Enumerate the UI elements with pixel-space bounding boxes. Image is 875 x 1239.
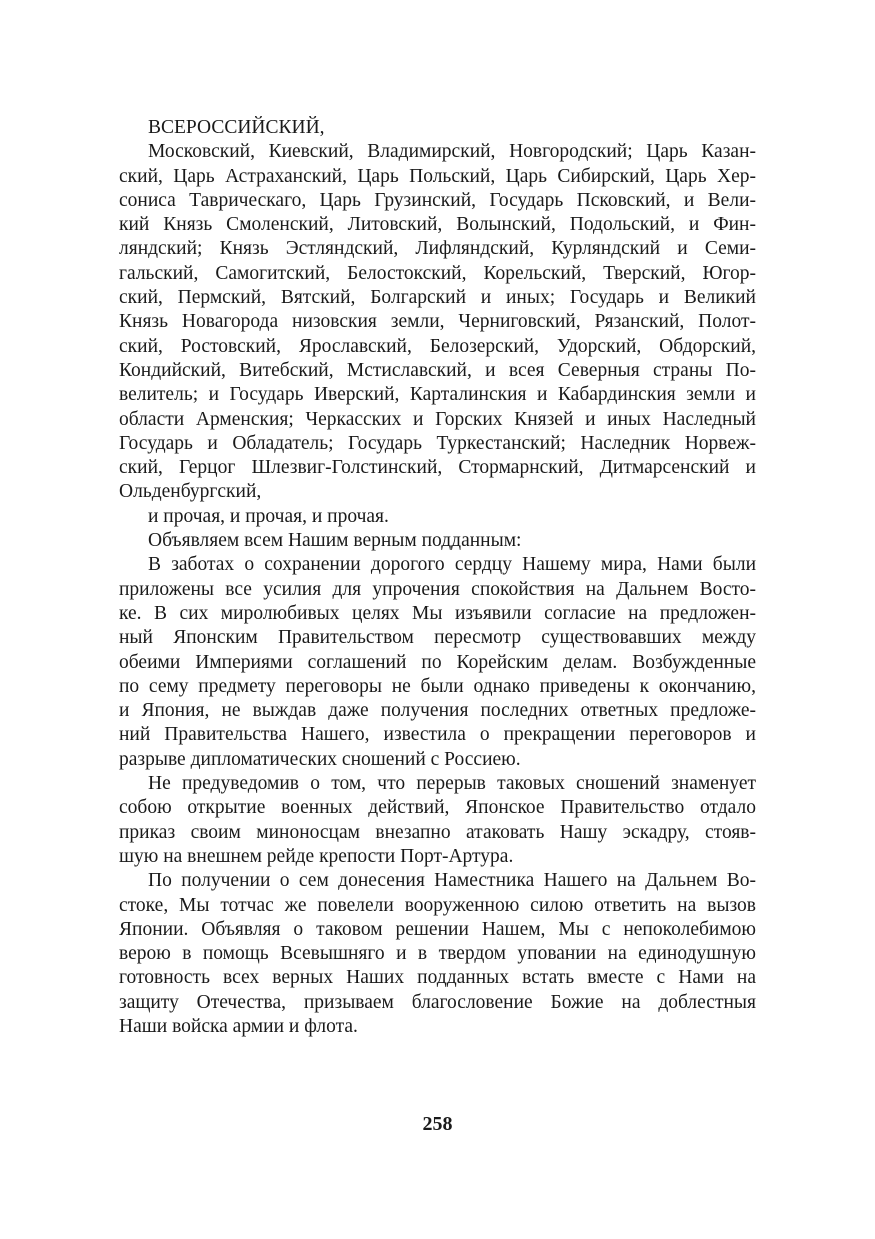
- text-line: приказ своим миноносцам внезапно атаковать Нашу эскадру, стояв-: [119, 821, 756, 843]
- text-line: Японии. Объявляя о таковом решении Нашем, Мы с непоколебимою: [119, 918, 756, 940]
- text-line: Объявляем всем Нашим верным подданным:: [148, 530, 522, 552]
- text-line: Государь и Обладатель; Государь Туркестанский; Наследник Норвеж-: [119, 432, 756, 454]
- page-number: 258: [422, 1113, 453, 1135]
- text-line: ный Японским Правительством пересмотр существовавших между: [119, 627, 756, 649]
- text-line: обеими Империями соглашений по Корейским делам. Возбужденные: [119, 651, 756, 673]
- text-line: верою в помощь Всевышняго и в твердом уповании на единодушную: [119, 943, 756, 965]
- paragraph: [119, 140, 756, 504]
- text-line: готовность всех верных Наших подданных встать вместе с Нами на: [119, 967, 756, 989]
- text-line: ляндский; Князь Эстляндский, Лифляндский, Курляндский и Семи-: [119, 238, 756, 260]
- text-line: разрыве дипломатических сношений с Россиею.: [119, 748, 521, 770]
- text-line: собою открытие военных действий, Японское Правительство отдало: [119, 797, 756, 819]
- text-line: области Арменския; Черкасских и Горских Князей и иных Наследный: [119, 408, 756, 430]
- document-body: [119, 116, 756, 1039]
- text-line: Кондийский, Витебский, Мстиславский, и всея Северныя страны По-: [119, 359, 756, 381]
- text-line: В заботах о сохранении дорогого сердцу Нашему мира, Нами были: [148, 554, 756, 576]
- text-line: сониса Таврическаго, Царь Грузинский, Государь Псковский, и Вели-: [119, 189, 756, 211]
- text-line: защиту Отечества, призываем благословение Божие на доблестныя: [119, 991, 756, 1013]
- text-line: Ольденбургский,: [119, 481, 262, 503]
- text-line: шую на внешнем рейде крепости Порт-Артура.: [119, 845, 514, 867]
- text-line: кий Князь Смоленский, Литовский, Волынский, Подольский, и Фин-: [119, 214, 756, 236]
- text-line: гальский, Самогитский, Белостокский, Корельский, Тверский, Югор-: [119, 262, 756, 284]
- text-line: Наши войска армии и флота.: [119, 1015, 358, 1037]
- paragraph: [119, 869, 756, 1039]
- paragraph: [119, 505, 756, 529]
- text-line: По получении о сем донесения Наместника Нашего на Дальнем Во-: [148, 870, 756, 892]
- text-line: ский, Ростовский, Ярославский, Белозерский, Удорский, Обдорский,: [119, 335, 756, 357]
- text-line: стоке, Мы тотчас же повелели вооруженною силою ответить на вызов: [119, 894, 756, 916]
- text-line: по сему предмету переговоры не были однако приведены к окончанию,: [119, 675, 756, 697]
- paragraph: [119, 772, 756, 869]
- text-line: велитель; и Государь Иверский, Карталинския и Кабардинския земли и: [119, 384, 756, 406]
- text-line: Не предуведомив о том, что перерыв таковых сношений знаменует: [148, 773, 756, 795]
- text-line: ний Правительства Нашего, известила о прекращении переговоров и: [119, 724, 756, 746]
- text-line: Московский, Киевский, Владимирский, Новгородский; Царь Казан-: [148, 141, 756, 163]
- text-line: ке. В сих миролюбивых целях Мы изъявили согласие на предложен-: [119, 602, 756, 624]
- text-line: ский, Пермский, Вятский, Болгарский и иных; Государь и Великий: [119, 287, 756, 309]
- paragraph: [119, 553, 756, 772]
- text-line: приложены все усилия для упрочения спокойствия на Дальнем Восто-: [119, 578, 756, 600]
- title-line: ВСЕРОССИЙСКИЙ,: [148, 117, 325, 138]
- text-line: Князь Новагорода низовския земли, Черниговский, Рязанский, Полот-: [119, 311, 756, 333]
- text-line: ский, Герцог Шлезвиг-Голстинский, Стормарнский, Дитмарсенский и: [119, 457, 756, 479]
- paragraphs: [119, 140, 756, 1039]
- text-line: и прочая, и прочая, и прочая.: [148, 505, 389, 527]
- paragraph: [119, 529, 756, 553]
- text-line: ский, Царь Астраханский, Царь Польский, Царь Сибирский, Царь Хер-: [119, 165, 756, 187]
- text-line: и Япония, не выждав даже получения последних ответных предложе-: [119, 700, 756, 722]
